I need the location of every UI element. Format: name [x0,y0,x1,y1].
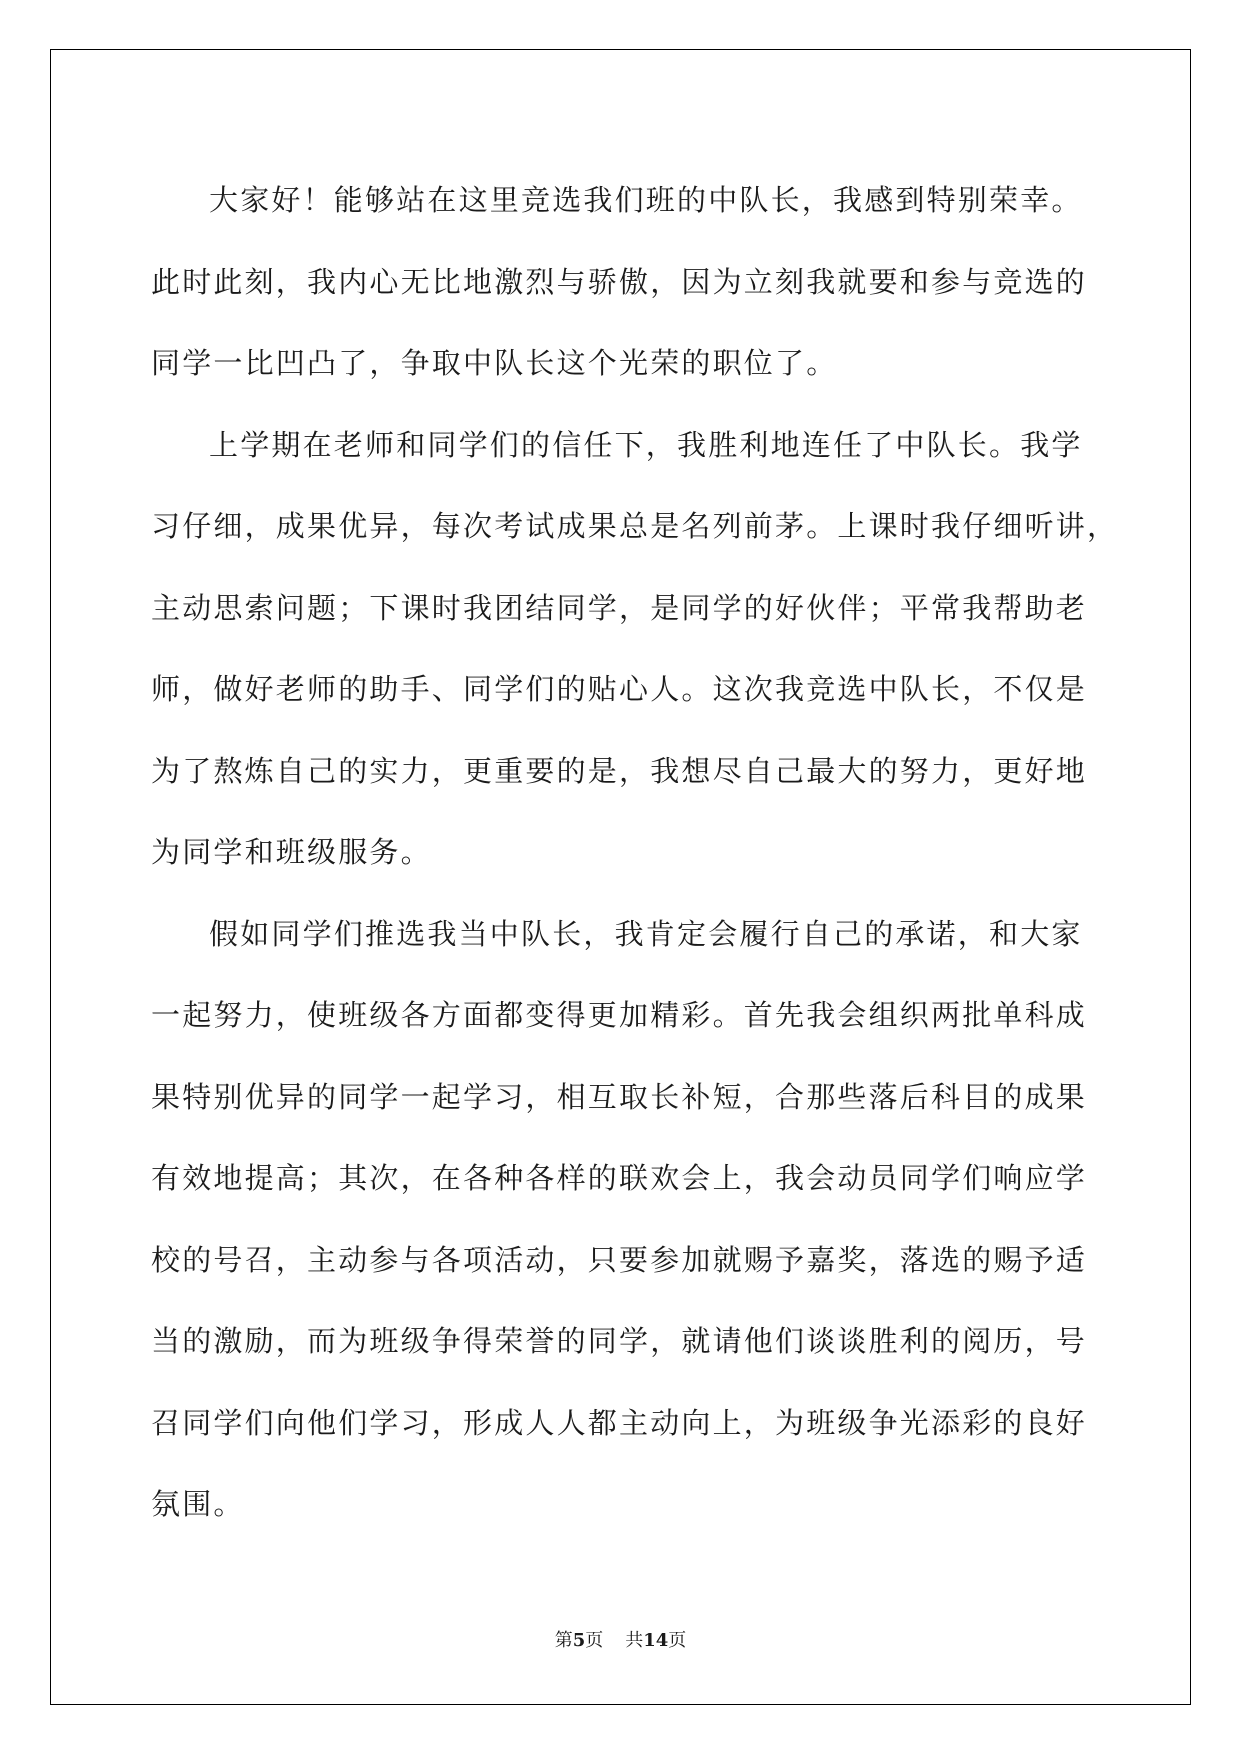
paragraph-line: 一起努力，使班级各方面都变得更加精彩。首先我会组织两批单科成 [151,998,1088,1032]
paragraph-line: 召同学们向他们学习，形成人人都主动向上，为班级争光添彩的良好 [151,1405,1088,1440]
paragraph-line: 习仔细，成果优异，每次考试成果总是名列前茅。上课时我仔细听讲， [151,509,1119,543]
paragraph-line: 当的激励，而为班级争得荣誉的同学，就请他们谈谈胜利的阅历，号 [151,1324,1088,1358]
total-suffix: 页 [668,1630,687,1651]
paragraph-line: 师，做好老师的助手、同学们的贴心人。这次我竞选中队长，不仅是 [151,672,1088,706]
paragraph-2 [151,405,1119,894]
paragraph-line: 有效地提高；其次，在各种各样的联欢会上，我会动员同学们响应学 [151,1161,1088,1195]
paragraph-line: 大家好！能够站在这里竞选我们班的中队长，我感到特别荣幸。 [209,183,1083,217]
paragraph-line: 校的号召，主动参与各项活动，只要参加就赐予嘉奖，落选的赐予适 [151,1242,1088,1277]
total-pages: 14 [643,1630,669,1651]
paragraph-line: 为同学和班级服务。 [151,835,432,869]
paragraph-line: 为了熬炼自己的实力，更重要的是，我想尽自己最大的努力，更好地 [151,753,1088,788]
total-pages-label [625,1630,686,1651]
paragraph-line: 果特别优异的同学一起学习，相互取长补短，合那些落后科目的成果 [151,1079,1088,1114]
paragraph-line: 氛围。 [151,1487,245,1521]
paragraph-line: 同学一比凹凸了，争取中队长这个光荣的职位了。 [151,346,838,380]
paragraph-line: 主动思索问题；下课时我团结同学，是同学的好伙伴；平常我帮助老 [151,590,1088,625]
total-prefix: 共 [625,1630,644,1651]
page-footer [0,1626,1241,1652]
page-number: 5 [572,1630,586,1651]
paragraph-line: 上学期在老师和同学们的信任下，我胜利地连任了中队长。我学 [209,427,1083,462]
paragraph-line: 假如同学们推选我当中队长，我肯定会履行自己的承诺，和大家 [209,916,1083,951]
page-prefix: 第 [554,1630,573,1651]
paragraph-3 [151,894,1091,1546]
paragraph-line: 此时此刻，我内心无比地激烈与骄傲，因为立刻我就要和参与竞选的 [151,264,1088,299]
paragraph-1 [151,160,1091,405]
page-number-label [555,1630,604,1651]
document-body [151,160,1119,1546]
page-suffix: 页 [585,1630,604,1651]
